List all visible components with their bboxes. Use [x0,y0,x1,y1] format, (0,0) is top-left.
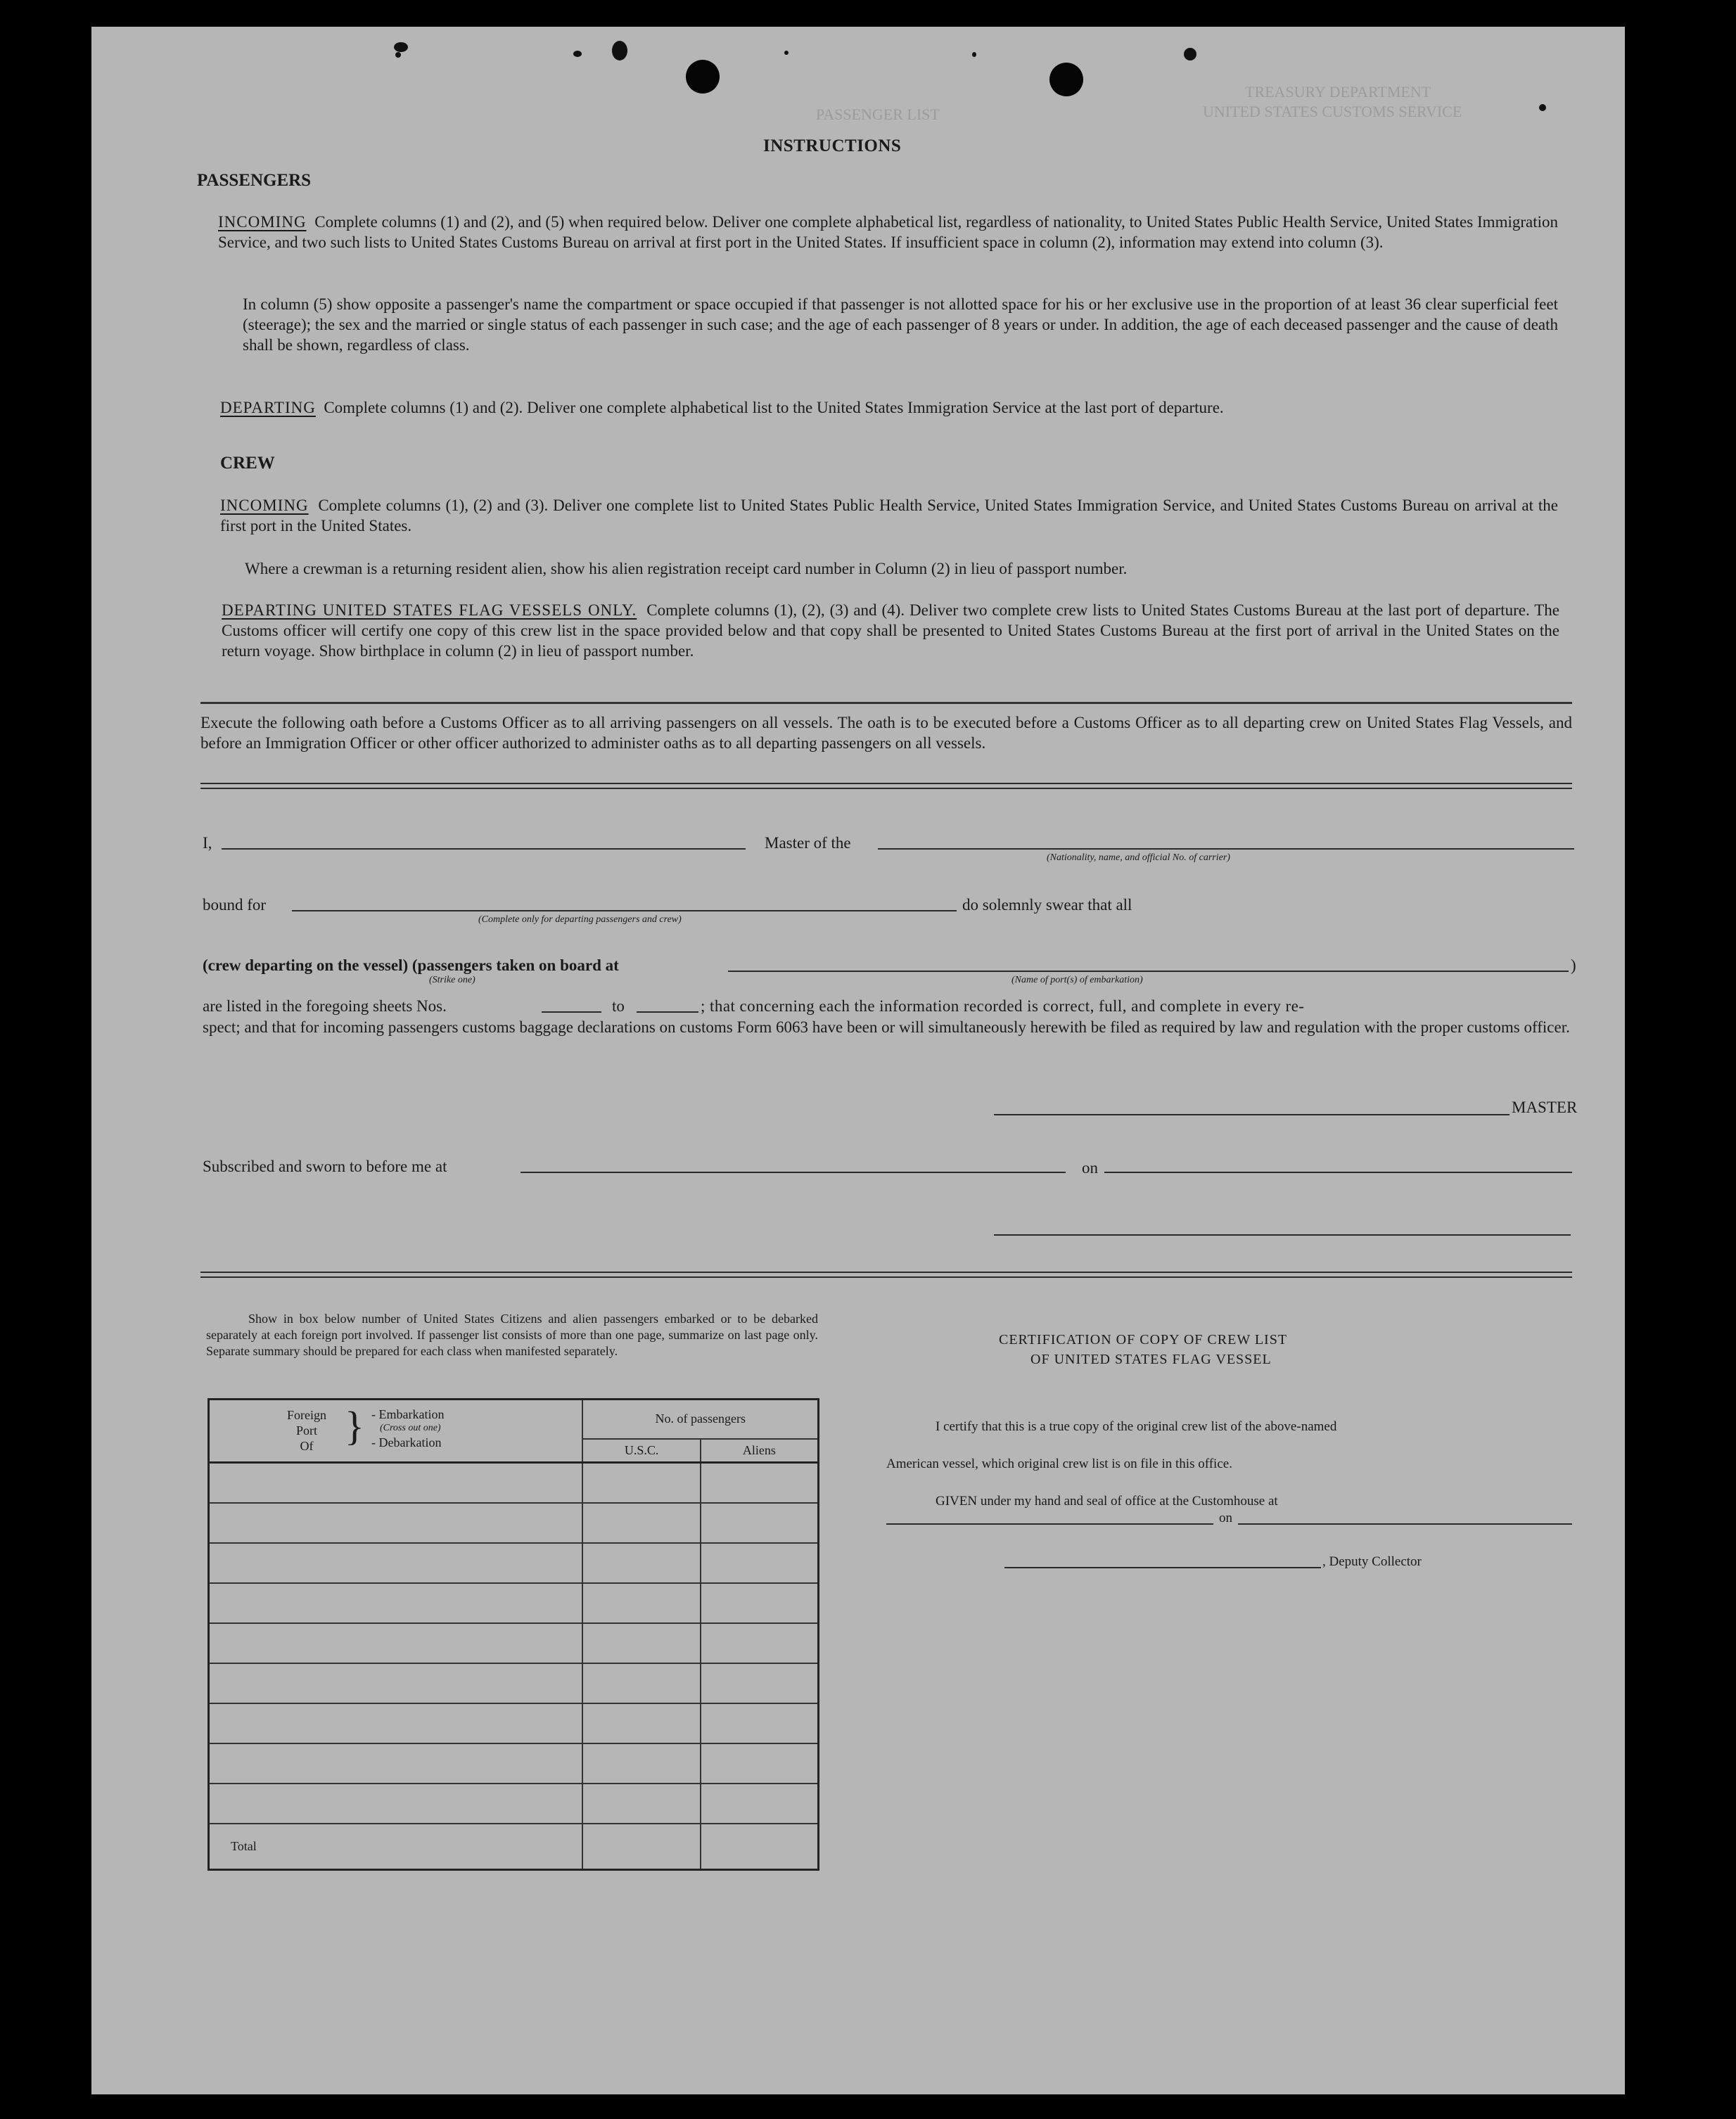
foreign-port-header [209,1400,583,1463]
aliens-header: Aliens [701,1439,819,1463]
port-cell[interactable] [209,1703,583,1743]
bleed-through-text: TREASURY DEPARTMENT [1245,83,1431,101]
scan-speck [395,52,401,58]
section-divider [200,702,1572,704]
oath-divider-double [200,783,1572,789]
deputy-collector-label: , Deputy Collector [1322,1554,1422,1569]
crew-incoming-paragraph [220,495,1558,536]
aliens-cell[interactable] [701,1623,819,1663]
port-cell[interactable] [209,1623,583,1663]
passengers-column5-paragraph: In column (5) show opposite a passenger's name the compartment or space occupied if that passenger is not allotted space for his or her exclusive use in the proportion of at least 36 clear superficial feet (steerage); the sex and the married or single status of each passenger in such case; and the age of each passenger of 8 years or under. In addition, the age of each deceased passenger and the cause of death shall be shown, regardless of class. [243,295,1558,354]
master-of-label: Master of the [765,834,851,852]
sheets-to-line[interactable] [637,1011,698,1013]
bleed-through-text: PASSENGER LIST [816,105,940,123]
oath-i-label: I, [203,834,212,852]
usc-cell[interactable] [582,1543,700,1583]
subscribed-on-label: on [1082,1159,1098,1177]
bound-for-caption: (Complete only for departing passengers and crew) [478,914,682,925]
aliens-cell[interactable] [701,1663,819,1703]
certification-date-line[interactable] [1238,1523,1572,1525]
crew-alien-paragraph: Where a crewman is a returning resident alien, show his alien registration receipt card number in Column (2) in lieu of passport number. [245,560,1128,577]
crew-departing-paragraph [222,600,1559,661]
passenger-summary-table [208,1398,819,1871]
swear-label: do solemnly swear that all [962,896,1132,914]
oath-bottom-divider [200,1272,1572,1278]
usc-total-cell[interactable] [582,1824,700,1870]
aliens-cell[interactable] [701,1543,819,1583]
master-signature-line[interactable] [994,1114,1510,1115]
sheets-to-label: to [612,997,625,1015]
certify-line-1: I certify that this is a true copy of the original crew list of the above-named [936,1419,1337,1434]
master-label: MASTER [1512,1099,1578,1116]
statement-tail: ; that concerning each the information recorded is correct, full, and complete in every re- [701,997,1305,1015]
subscribed-label: Subscribed and sworn to before me at [203,1158,447,1175]
aliens-total-cell[interactable] [701,1824,819,1870]
aliens-cell[interactable] [701,1743,819,1784]
foreign-port-word: Foreign [287,1408,326,1422]
port-cell[interactable] [209,1743,583,1784]
usc-cell[interactable] [582,1623,700,1663]
certify-line-2: American vessel, which original crew list is on file in this office. [886,1457,1232,1471]
punch-hole-left [686,60,720,94]
port-cell[interactable] [209,1784,583,1824]
passengers-departing-text: Complete columns (1) and (2). Deliver one complete alphabetical list to the United States Immigration Service at the last port of departure. [324,399,1224,416]
total-row-label: Total [209,1824,583,1870]
scan-speck [972,52,976,57]
aliens-cell[interactable] [701,1703,819,1743]
usc-cell[interactable] [582,1503,700,1543]
strike-one-caption: (Strike one) [429,975,476,985]
bound-for-line[interactable] [292,910,957,911]
brace-icon: } [345,1403,364,1449]
aliens-cell[interactable] [701,1784,819,1824]
embarkation-port-caption: (Name of port(s) of embarkation) [1011,975,1143,985]
passengers-incoming-paragraph [218,212,1558,252]
aliens-cell[interactable] [701,1503,819,1543]
embarkation-label: - Embarkation [371,1407,445,1421]
scan-speck [394,42,408,52]
crew-incoming-text: Complete columns (1), (2) and (3). Deliver one complete list to United States Public Health Service, United States Immigration Service, and United States Customs Bureau on arrival at the first port in the United States. [220,497,1558,534]
form-page [91,27,1625,2094]
port-cell[interactable] [209,1463,583,1503]
crew-departing-label: DEPARTING UNITED STATES FLAG VESSELS ONLY. [222,601,637,619]
sheets-from-line[interactable] [542,1011,601,1013]
crew-incoming-label: INCOMING [220,497,309,514]
usc-cell[interactable] [582,1663,700,1703]
certification-title-2: OF UNITED STATES FLAG VESSEL [1030,1352,1272,1367]
crew-heading: CREW [220,454,275,473]
sheets-label: are listed in the foregoing sheets Nos. [203,997,447,1015]
master-name-line[interactable] [222,848,746,850]
bound-for-label: bound for [203,896,267,914]
scan-speck [1539,104,1546,111]
passengers-heading: PASSENGERS [197,171,312,190]
statement-rest: spect; and that for incoming passengers customs baggage declarations on customs Form 6063 have been or will simultaneously herewith be filed as required by law and regulation with the proper customs officer. [203,1018,1570,1036]
usc-cell[interactable] [582,1583,700,1623]
usc-cell[interactable] [582,1743,700,1784]
embarkation-port-line[interactable] [728,971,1569,972]
foreign-port-word: Of [300,1439,314,1453]
passengers-departing-label: DEPARTING [220,399,316,416]
crew-departing-text: Complete columns (1), (2), (3) and (4). Deliver two complete crew lists to United States Customs Bureau at the last port of departure. The Customs officer will certify one copy of this crew list in the space provided below and that copy shall be presented to United States Customs Bureau at the first port of arrival in the United States on the return voyage. Show birthplace in column (2) in lieu of passport number. [222,601,1560,660]
scan-speck [612,41,627,60]
port-cell[interactable] [209,1663,583,1703]
close-paren: ) [1571,956,1576,974]
usc-cell[interactable] [582,1703,700,1743]
subscribed-date-line[interactable] [1104,1172,1572,1173]
subscribed-place-line[interactable] [521,1172,1066,1173]
oath-intro-paragraph: Execute the following oath before a Customs Officer as to all arriving passengers on all vessels. The oath is to be executed before a Customs Officer as to all departing crew on United States Flag Vessels, and before an Immigration Officer or other officer authorized to administer oaths as to all departing passengers on all vessels. [200,714,1572,752]
scan-speck [573,51,582,57]
deputy-signature-line[interactable] [1004,1567,1321,1568]
usc-cell[interactable] [582,1784,700,1824]
summary-instructions: Show in box below number of United States Citizens and alien passengers embarked or to be debarked separately at each foreign port involved. If passenger list consists of more than one page, summarize on last page only. Separate summary should be prepared for each class when manifested separately. [206,1312,818,1358]
punch-hole-right [1049,63,1083,96]
usc-header: U.S.C. [582,1439,700,1463]
scan-speck [1184,48,1196,60]
passengers-incoming-text: Complete columns (1) and (2), and (5) when required below. Deliver one complete alphabetical list, regardless of nationality, to United States Public Health Service, United States Immigration Service, and two such lists to United States Customs Bureau on arrival at first port in the United States. If insufficient space in column (2), information may extend into column (3). [218,213,1559,251]
crew-passengers-label: (crew departing on the vessel) (passengers taken on board at [203,956,619,974]
cross-out-caption: (Cross out one) [380,1423,441,1433]
officer-signature-line[interactable] [994,1234,1571,1236]
carrier-line[interactable] [878,848,1574,850]
certification-on-label: on [1219,1511,1232,1525]
carrier-caption: (Nationality, name, and official No. of carrier) [1047,852,1230,863]
given-line: GIVEN under my hand and seal of office at the Customhouse at [936,1494,1278,1509]
port-cell[interactable] [209,1503,583,1543]
foreign-port-word: Port [295,1423,317,1438]
debarkation-label: - Debarkation [371,1435,442,1449]
port-cell[interactable] [209,1583,583,1623]
passengers-departing-paragraph [220,397,1558,418]
customhouse-place-line[interactable] [886,1523,1213,1525]
no-of-passengers-header: No. of passengers [582,1400,818,1439]
aliens-cell[interactable] [701,1463,819,1503]
port-cell[interactable] [209,1543,583,1583]
scan-speck [784,51,789,55]
certification-title-1: CERTIFICATION OF COPY OF CREW LIST [999,1332,1288,1347]
aliens-cell[interactable] [701,1583,819,1623]
bleed-through-text: UNITED STATES CUSTOMS SERVICE [1203,103,1462,120]
usc-cell[interactable] [582,1463,700,1503]
passengers-incoming-label: INCOMING [218,213,307,231]
page-title: INSTRUCTIONS [763,136,902,155]
